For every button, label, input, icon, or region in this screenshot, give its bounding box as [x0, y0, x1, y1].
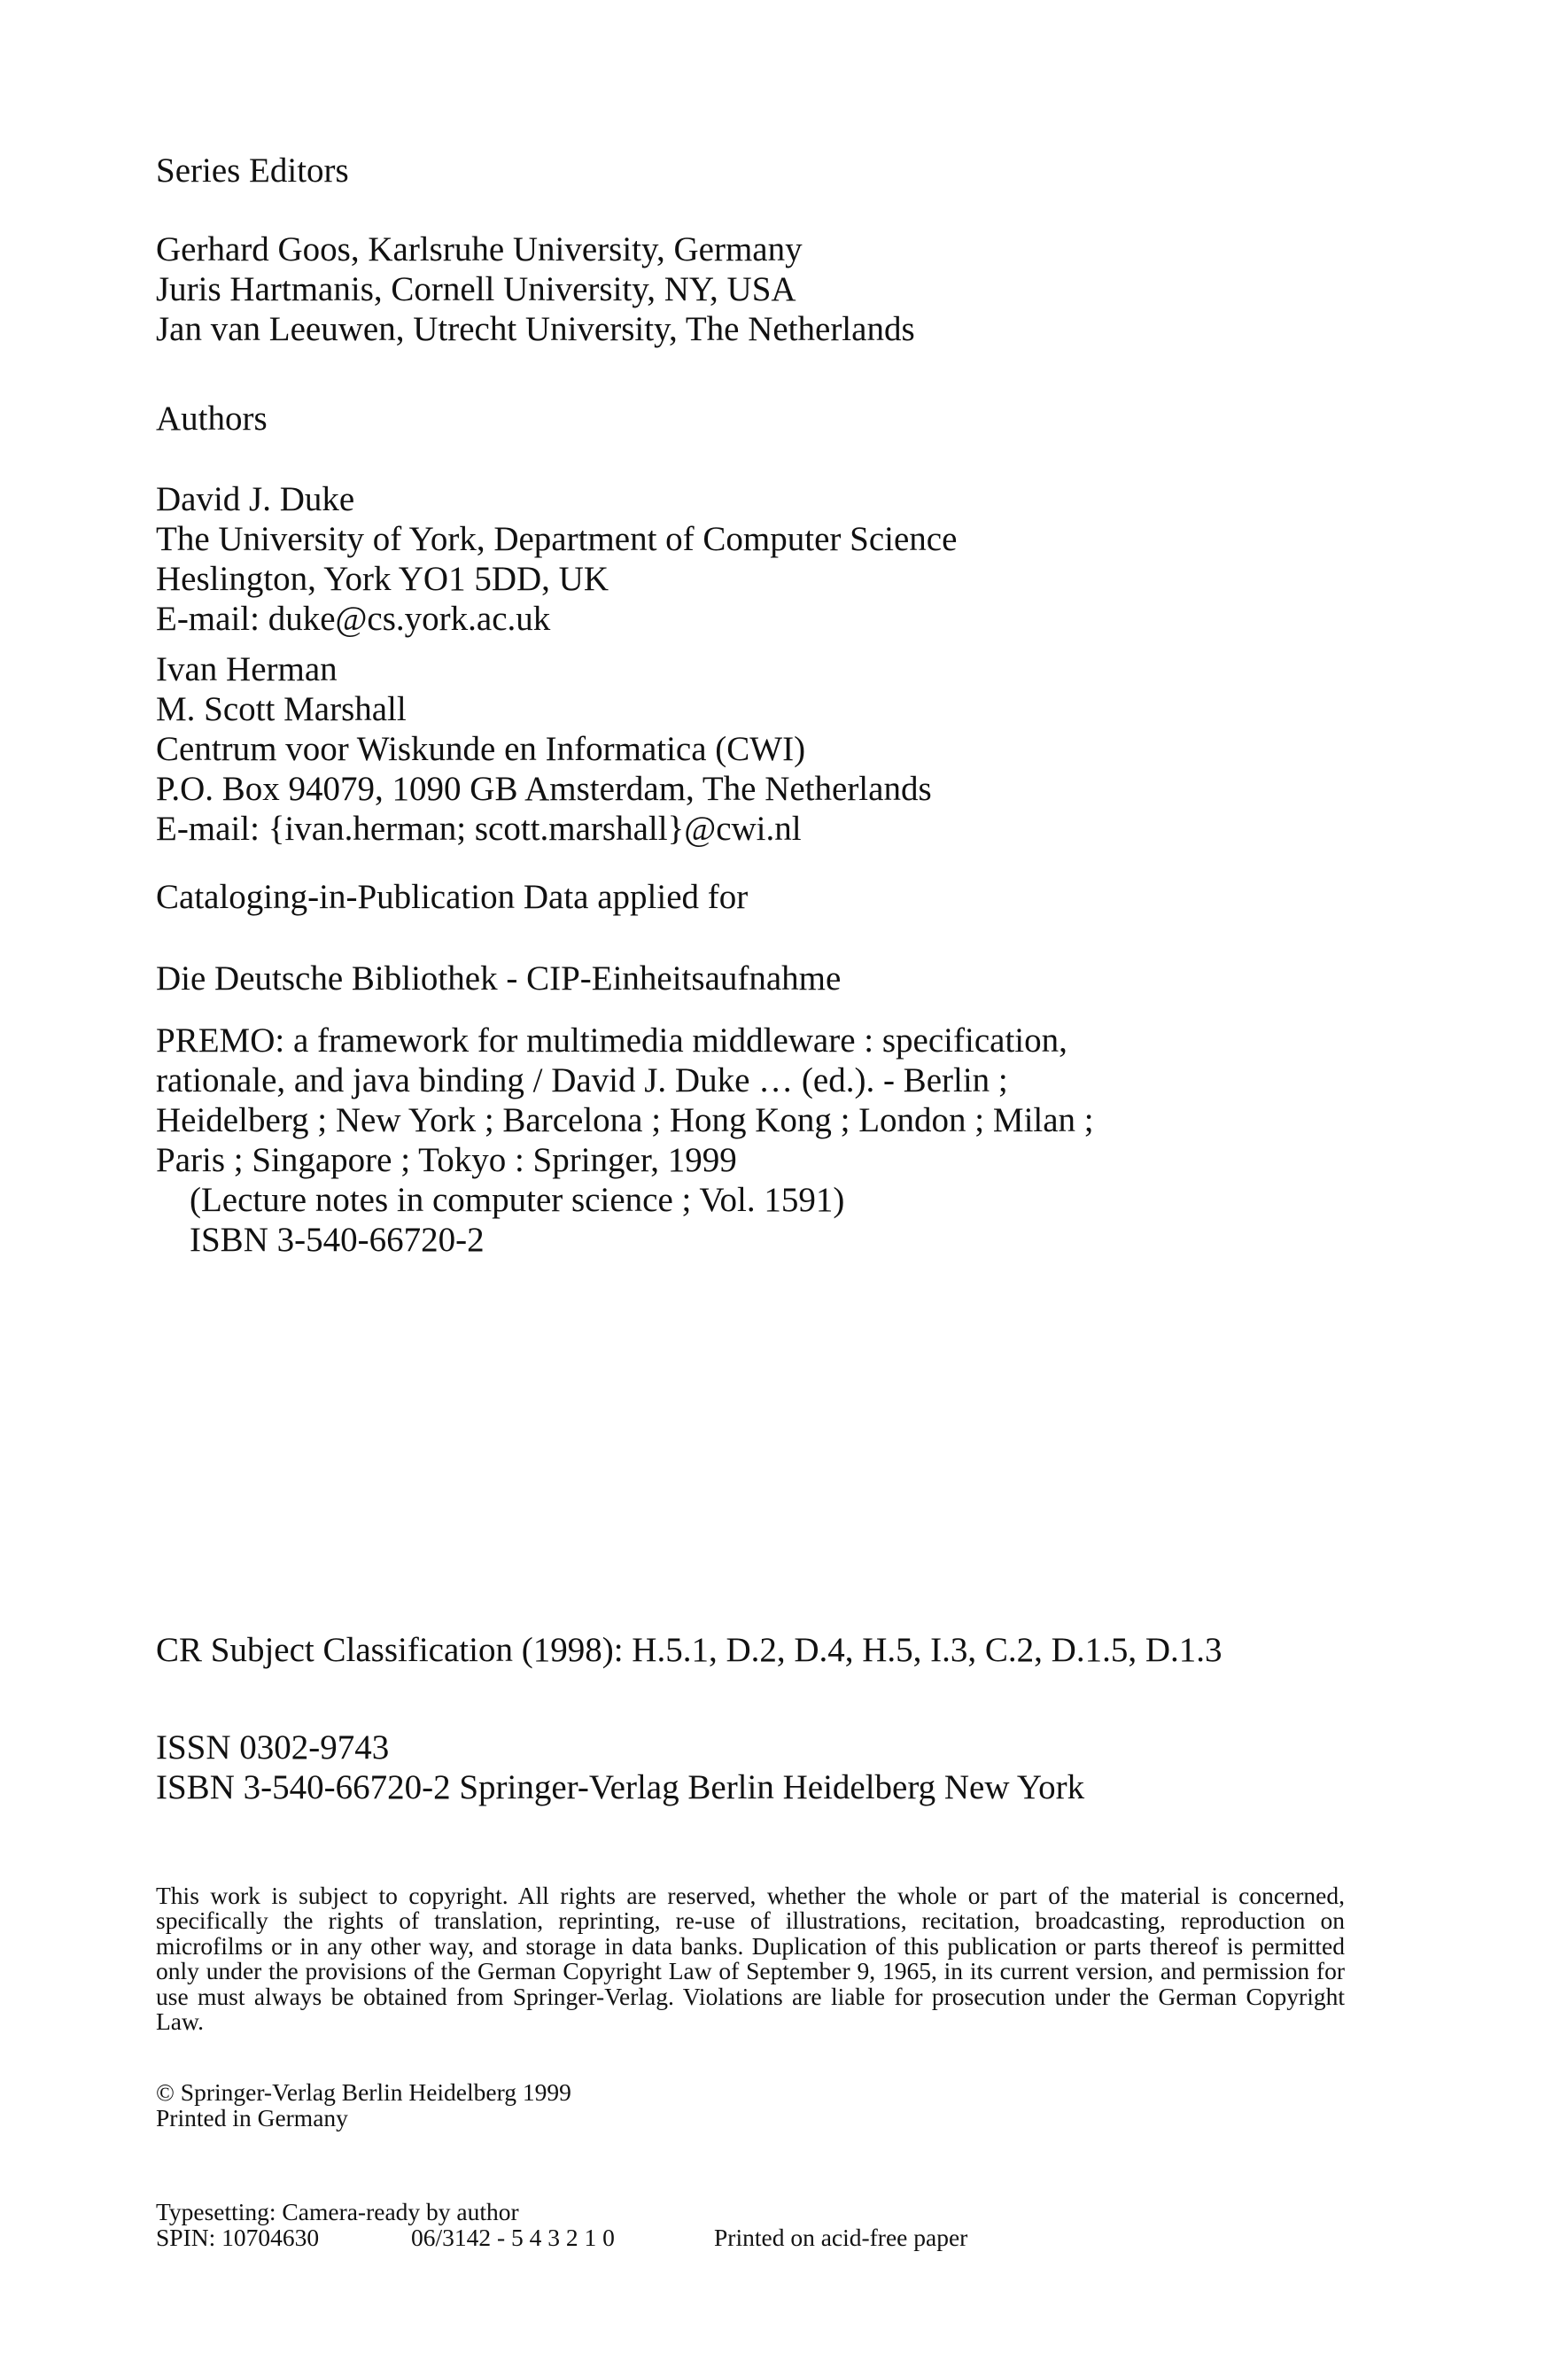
cip-entry-line: PREMO: a framework for multimedia middleware : specification,	[156, 1021, 1067, 1060]
author-name: M. Scott Marshall	[156, 690, 407, 728]
imprint-block	[156, 2079, 571, 2131]
identifiers-block	[156, 1728, 1387, 1807]
cip-series-note: (Lecture notes in computer science ; Vol. 1591)	[190, 1181, 845, 1219]
author-affiliation: Centrum voor Wiskunde en Informatica (CWI)	[156, 730, 806, 768]
cip-entry-line: Paris ; Singapore ; Tokyo : Springer, 1999	[156, 1141, 737, 1179]
copyright-line: © Springer-Verlag Berlin Heidelberg 1999	[156, 2078, 571, 2106]
author-affiliation: The University of York, Department of Computer Science	[156, 520, 958, 558]
editor-line: Juris Hartmanis, Cornell University, NY, USA	[156, 270, 796, 308]
editor-line: Gerhard Goos, Karlsruhe University, Germany	[156, 230, 803, 268]
cip-applied: Cataloging-in-Publication Data applied for	[156, 878, 749, 916]
author-name: David J. Duke	[156, 480, 355, 518]
author-email: E-mail: duke@cs.york.ac.uk	[156, 600, 551, 638]
issn: ISSN 0302-9743	[156, 1728, 390, 1766]
author-duke-block	[156, 479, 1387, 639]
typesetting-line: Typesetting: Camera-ready by author	[156, 2198, 519, 2225]
author-address: P.O. Box 94079, 1090 GB Amsterdam, The Netherlands	[156, 770, 932, 808]
author-herman-marshall-block	[156, 649, 1387, 849]
acid-free-note: Printed on acid-free paper	[714, 2224, 968, 2251]
cip-entry	[156, 1021, 1387, 1260]
editor-line: Jan van Leeuwen, Utrecht University, The Netherlands	[156, 310, 915, 348]
spin-row	[156, 2224, 968, 2251]
cip-library: Die Deutsche Bibliothek - CIP-Einheitsaufnahme	[156, 959, 842, 998]
isbn: ISBN 3-540-66720-2 Springer-Verlag Berlin Heidelberg New York	[156, 1768, 1085, 1806]
series-editors-heading: Series Editors	[156, 151, 349, 190]
series-editors-list	[156, 229, 1387, 349]
spin-number: SPIN: 10704630	[156, 2224, 320, 2251]
print-code: 06/3142 - 5 4 3 2 1 0	[411, 2224, 615, 2251]
production-block	[156, 2198, 968, 2251]
cr-subject-classification: CR Subject Classification (1998): H.5.1, D.2, D.4, H.5, I.3, C.2, D.1.5, D.1.3	[156, 1631, 1223, 1669]
cip-entry-line: Heidelberg ; New York ; Barcelona ; Hong Kong ; London ; Milan ;	[156, 1101, 1094, 1139]
printed-in-line: Printed in Germany	[156, 2104, 348, 2131]
authors-heading: Authors	[156, 400, 268, 438]
author-name: Ivan Herman	[156, 650, 338, 688]
author-email: E-mail: {ivan.herman; scott.marshall}@cwi.nl	[156, 810, 802, 848]
copyright-notice: This work is subject to copyright. All rights are reserved, whether the whole or part of the material is concerned, specifically the rights of translation, reprinting, re-use of illustrations, recitation, broadcasting, reproduction on microfilms or in any other way, and storage in data banks. Duplication of this publication or parts thereof is permitted only under the provisions of the German Copyright Law of September 9, 1965, in its current version, and permission for use must always be obtained from Springer-Verlag. Violations are liable for prosecution under the German Copyright Law.	[156, 1882, 1345, 2036]
cip-entry-line: rationale, and java binding / David J. Duke … (ed.). - Berlin ;	[156, 1061, 1008, 1099]
cip-isbn: ISBN 3-540-66720-2	[190, 1221, 485, 1259]
author-address: Heslington, York YO1 5DD, UK	[156, 560, 609, 598]
